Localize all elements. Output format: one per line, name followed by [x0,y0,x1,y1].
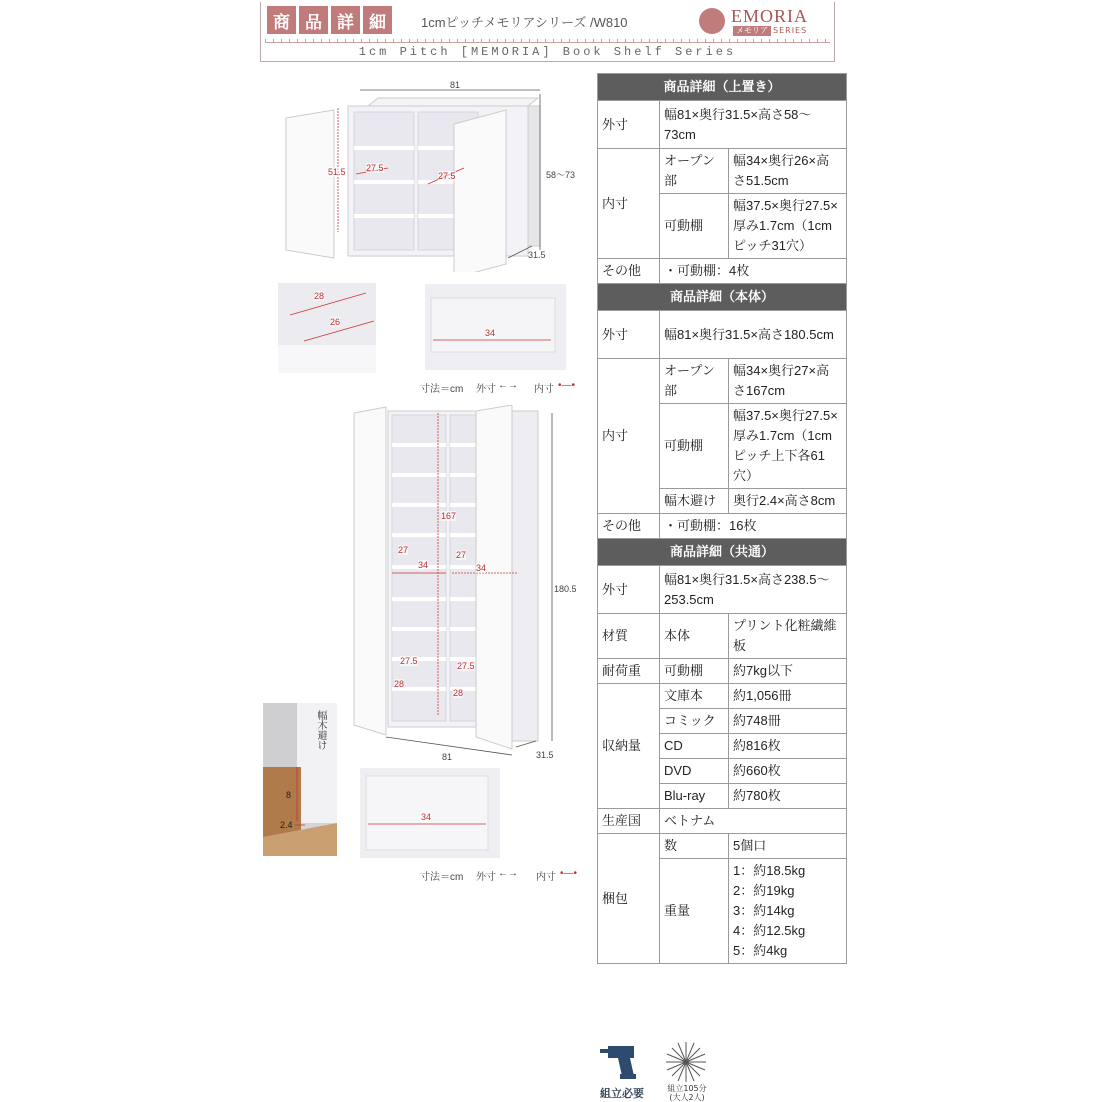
title-char: 商 [267,6,296,34]
d1-shelf-depth-1: 27.5 [366,163,384,173]
row-subkey: CD [660,734,729,759]
memoria-logo [697,5,833,37]
row-value: プリント化粧繊維板 [729,614,847,659]
d5-depth: 2.4 [280,820,293,830]
row-key: 外寸 [598,566,660,614]
logo-kana: メモリア [733,26,771,36]
d1-shelf-depth-2: 27.5 [438,171,456,181]
row-subkey: オープン部 [660,359,729,404]
row-key: 外寸 [598,101,660,149]
d4-inner-height: 167 [441,511,457,521]
legend-outer-1: 外寸 [476,384,496,395]
logo-mark-icon [699,8,725,34]
row-value: 幅37.5×奥行27.5×厚み1.7cm（1cmピッチ上下各61穴） [729,404,847,489]
d4-l28b: 28 [453,688,464,698]
row-value: 5個口 [729,834,847,859]
row-key: その他 [598,514,660,539]
assembly-minutes: 組立105分 [667,1084,707,1093]
weights-cell [729,859,847,964]
row-subkey: オープン部 [660,149,729,194]
title-char: 詳 [331,6,360,34]
d4-l275a: 27.5 [400,656,418,666]
header-banner [260,2,835,62]
row-subkey: 可動棚 [660,194,729,259]
d1-height: 58〜73 [546,170,576,180]
subtitle-en: 1cm Pitch [MEMORIA] Book Shelf Series [358,45,737,59]
row-value: ・可動棚：4枚 [660,259,847,284]
row-value: 幅37.5×奥行27.5×厚み1.7cm（1cmピッチ31穴） [729,194,847,259]
row-subkey: 本体 [660,614,729,659]
d4-l28a: 28 [394,679,405,689]
shelf-depth-photo [278,283,376,373]
d4-depth: 31.5 [536,750,554,760]
legend-unit-1: 寸法＝cm [420,384,464,395]
d4-height: 180.5 [554,584,577,594]
row-subkey: Blu-ray [660,784,729,809]
row-value: 幅34×奥行26×高さ51.5cm [729,149,847,194]
d2-a: 28 [314,291,325,301]
section-header: 商品詳細（本体） [598,284,847,311]
spec-table [597,73,847,964]
logo-word: EMORIA [731,6,808,26]
row-subkey: 可動棚 [660,659,729,684]
weight-line: 4：約12.5kg [733,923,806,938]
d4-width: 81 [442,752,453,762]
d1-open-height: 51.5 [328,167,346,177]
row-value: 奥行2.4×高さ8cm [729,489,847,514]
row-subkey: 重量 [660,859,729,964]
row-value: 幅34×奥行27×高さ167cm [729,359,847,404]
section-header: 商品詳細（共通） [598,539,847,566]
logo-series: SERIES [773,26,808,35]
title-boxes [267,6,392,34]
d4-l34a: 34 [418,560,429,570]
d1-width: 81 [450,80,461,90]
row-value: 幅81×奥行31.5×高さ180.5cm [660,311,847,359]
d2-b: 26 [330,317,341,327]
row-key: 外寸 [598,311,660,359]
row-subkey: 数 [660,834,729,859]
row-value: 幅81×奥行31.5×高さ238.5〜253.5cm [660,566,847,614]
row-key: 梱包 [598,834,660,964]
assembly-people: (大人2人) [669,1093,705,1102]
shelf-width-photo [425,284,566,370]
baseboard-label: 幅木避け [315,710,326,750]
weight-line: 2：約19kg [733,883,795,898]
legend-inner-arrow-icon: •—• [558,380,576,391]
weight-line: 1：約18.5kg [733,863,806,878]
d4-l275b: 27.5 [457,661,475,671]
clock-burst-icon [664,1040,708,1084]
row-key: 耐荷重 [598,659,660,684]
d5-height: 8 [286,790,292,800]
row-value: 約660枚 [729,759,847,784]
row-key: 収納量 [598,684,660,809]
row-key: 生産国 [598,809,660,834]
d3-a: 34 [485,328,496,338]
row-subkey: DVD [660,759,729,784]
legend-inner-2: 内寸 [536,872,556,883]
drill-icon [598,1040,650,1080]
assembly-time [660,1084,714,1102]
row-subkey: コミック [660,709,729,734]
legend-outer-2: 外寸 [476,872,496,883]
d4-l34b: 34 [476,563,487,573]
legend-inner-1: 内寸 [534,384,554,395]
row-value: ・可動棚：16枚 [660,514,847,539]
title-char: 品 [299,6,328,34]
legend-unit-2: 寸法＝cm [420,872,464,883]
row-subkey: 幅木避け [660,489,729,514]
weight-line: 5：約4kg [733,943,788,958]
row-subkey: 文庫本 [660,684,729,709]
legend-outer-arrow-icon: ←→ [498,868,518,879]
section-header: 商品詳細（上置き） [598,74,847,101]
series-name: 1cmピッチメモリアシリーズ /W810 [421,15,628,30]
legend-inner-arrow-icon: •—• [560,868,578,879]
assembly-required: 組立必要 [600,1087,644,1100]
row-key: 内寸 [598,149,660,259]
title-char: 細 [363,6,392,34]
row-subkey: 可動棚 [660,404,729,489]
row-value: 約748冊 [729,709,847,734]
row-value: 幅81×奥行31.5×高さ58〜73cm [660,101,847,149]
main-unit-diagram [352,405,562,763]
row-value: 約816枚 [729,734,847,759]
row-key: 材質 [598,614,660,659]
ruler-divider [265,39,830,43]
row-value: 約7kg以下 [729,659,847,684]
row-value: ベトナム [660,809,847,834]
legend-outer-arrow-icon: ←→ [498,380,518,391]
d4-l27b: 27 [456,550,467,560]
row-key: その他 [598,259,660,284]
d4-l27a: 27 [398,545,409,555]
row-value: 約1,056冊 [729,684,847,709]
d6-a: 34 [421,812,432,822]
d1-depth: 31.5 [528,250,546,260]
weight-line: 3：約14kg [733,903,795,918]
row-key: 内寸 [598,359,660,514]
row-value: 約780枚 [729,784,847,809]
